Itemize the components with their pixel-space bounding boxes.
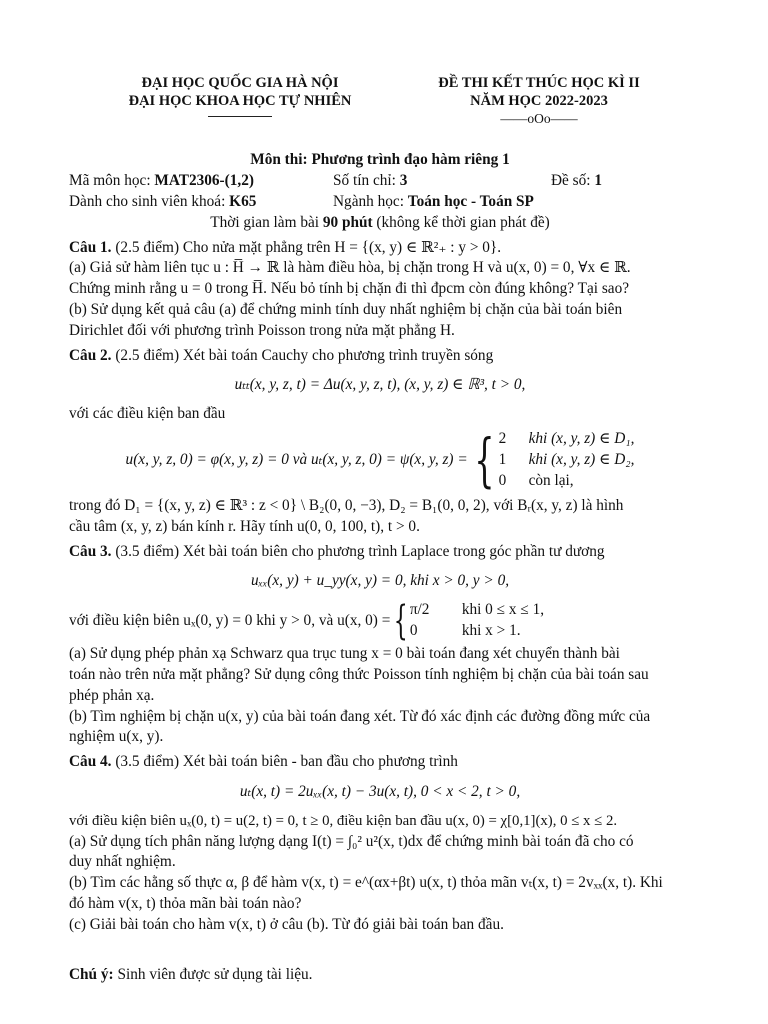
cohort-field xyxy=(69,192,256,213)
case-condition: khi x > 1. xyxy=(461,622,521,640)
exam-body xyxy=(69,150,691,936)
question-2-intro xyxy=(69,346,691,367)
note-text: Sinh viên được sử dụng tài liệu. xyxy=(117,966,313,983)
question-4-statement: (3.5 điểm) Xét bài toán biên - ban đầu cho phương trình xyxy=(115,753,458,771)
exam-note xyxy=(69,966,313,984)
course-code-field xyxy=(69,171,254,192)
question-1-intro xyxy=(69,238,691,259)
piecewise-cases xyxy=(499,429,635,492)
question-2-tail-line2: cầu tâm (x, y, z) bán kính r. Hãy tính u(0, 0, 100, t), t > 0. xyxy=(69,517,420,535)
exam-number-label: Đề số: xyxy=(551,171,591,189)
question-2-conditions-intro: với các điều kiện ban đầu xyxy=(69,405,226,423)
credits-value: 3 xyxy=(399,171,408,189)
credits-field xyxy=(333,171,407,192)
case-row xyxy=(410,600,544,621)
course-code-label: Mã môn học: xyxy=(69,171,151,189)
question-4-intro xyxy=(69,752,691,773)
question-3 xyxy=(69,542,691,749)
case-row xyxy=(410,621,544,642)
question-4-label: Câu 4. xyxy=(69,753,112,771)
cases-brace: { xyxy=(394,598,409,645)
question-1-part-b-line1: (b) Sử dụng kết quả câu (a) để chứng minh tính duy nhất nghiệm bị chặn của bài toán biên xyxy=(69,300,623,318)
cohort-info-row xyxy=(69,192,691,213)
question-3-label: Câu 3. xyxy=(69,542,112,560)
question-3-part-b-line1: (b) Tìm nghiệm bị chặn u(x, y) của bài toán đang xét. Từ đó xác định các đường đồng mức của xyxy=(69,707,651,725)
course-code-value: MAT2306-(1,2) xyxy=(154,171,254,189)
question-3-part-a-line2: toán nào trên nửa mặt phẳng? Sử dụng công thức Poisson tính nghiệm bị chặn của bài toán sau xyxy=(69,665,649,683)
question-1-label: Câu 1. xyxy=(69,238,112,256)
question-3-part-b-line2: nghiệm u(x, y). xyxy=(69,728,164,746)
piecewise-cases xyxy=(410,600,544,642)
question-4-part-c-line1: (c) Giải bài toán cho hàm v(x, t) ở câu (b). Từ đó giải bài toán ban đầu. xyxy=(69,915,504,933)
question-2-tail-line1: trong đó D₁ = {(x, y, z) ∈ ℝ³ : z < 0} \ B₂(0, 0, −3), D₂ = B₁(0, 0, 2), với Bᵣ(x, y, z) là hình xyxy=(69,496,624,514)
credits-label: Số tín chỉ: xyxy=(333,171,396,189)
case-condition: khi (x, y, z) ∈ D₂, xyxy=(528,450,635,468)
question-4-part-b-line1: (b) Tìm các hằng số thực α, β để hàm v(x, t) = e^(αx+βt) u(x, t) thỏa mãn vₜ(x, t) = 2vₓₓ(x, t). Khi xyxy=(69,874,663,892)
case-row xyxy=(499,450,635,471)
initial-conditions-formula xyxy=(125,426,635,495)
case-condition: còn lại, xyxy=(528,471,574,489)
time-suffix: (không kể thời gian phát đề) xyxy=(376,213,550,231)
header-ornament: ——oOo—— xyxy=(500,111,578,126)
exam-number-field xyxy=(551,171,602,192)
boundary-conditions-formula xyxy=(69,598,545,645)
case-row xyxy=(499,429,635,450)
case-condition: khi (x, y, z) ∈ D₁, xyxy=(528,429,635,447)
case-row xyxy=(499,471,635,492)
time-value: 90 phút xyxy=(322,213,373,231)
cohort-label: Dành cho sinh viên khoá: xyxy=(69,192,226,210)
question-2-label: Câu 2. xyxy=(69,346,112,364)
header-divider xyxy=(208,116,272,117)
note-label: Chú ý: xyxy=(69,966,114,983)
case-value: 0 xyxy=(409,622,418,640)
wave-equation: uₜₜ(x, y, z, t) = Δu(x, y, z, t), (x, y, z) ∈ ℝ³, t > 0, xyxy=(234,376,526,394)
cases-brace: { xyxy=(473,426,495,495)
question-1 xyxy=(69,238,691,342)
time-prefix: Thời gian làm bài xyxy=(210,213,320,231)
major-value: Toán học - Toán SP xyxy=(407,192,534,210)
question-4-part-b-line2: đó hàm v(x, t) thỏa mãn bài toán nào? xyxy=(69,894,302,912)
question-2 xyxy=(69,346,691,538)
question-2-statement: (2.5 điểm) Xét bài toán Cauchy cho phương trình truyền sóng xyxy=(115,346,494,364)
question-3-part-a-line1: (a) Sử dụng phép phản xạ Schwarz qua trục tung x = 0 bài toán đang xét chuyển thành bài xyxy=(69,645,620,663)
question-1-part-b-line2: Dirichlet đối với phương trình Poisson trong nửa mặt phẳng H. xyxy=(69,321,455,339)
initial-conditions-left: u(x, y, z, 0) = φ(x, y, z) = 0 và uₜ(x, y, z, 0) = ψ(x, y, z) = xyxy=(125,451,468,469)
time-limit xyxy=(69,213,691,234)
case-value: 1 xyxy=(498,450,507,468)
major-label: Ngành học: xyxy=(333,192,404,210)
question-1-statement: (2.5 điểm) Cho nửa mặt phẳng trên H = {(x, y) ∈ ℝ²₊ : y > 0}. xyxy=(115,238,502,256)
course-info-row xyxy=(69,171,691,192)
exam-number-value: 1 xyxy=(594,171,602,189)
university-name: ĐẠI HỌC QUỐC GIA HÀ NỘI xyxy=(141,75,339,91)
exam-header xyxy=(0,74,768,130)
question-1-part-a-line1: (a) Giả sử hàm liên tục u : H̅ → ℝ là hàm điều hòa, bị chặn trong H và u(x, 0) = 0, ∀x ∈ ℝ. xyxy=(69,259,631,277)
initial-conditions xyxy=(69,426,691,495)
cohort-value: K65 xyxy=(229,192,257,210)
question-4-part-a-line1: (a) Sử dụng tích phân năng lượng dạng I(t) = ∫₀² u²(x, t)dx để chứng minh bài toán đã cho có xyxy=(69,832,634,850)
exam-title: ĐỀ THI KẾT THÚC HỌC KÌ II xyxy=(438,75,640,91)
question-3-intro xyxy=(69,542,691,563)
question-4-part-a-line2: duy nhất nghiệm. xyxy=(69,853,176,871)
question-3-part-a-line3: phép phản xạ. xyxy=(69,686,155,704)
case-value: 0 xyxy=(498,471,507,489)
question-4 xyxy=(69,752,691,935)
question-3-statement: (3.5 điểm) Xét bài toán biên cho phương trình Laplace trong góc phần tư dương xyxy=(115,542,605,560)
exam-title-block xyxy=(395,74,683,128)
major-field xyxy=(333,192,534,213)
question-4-boundary: với điều kiện biên uₓ(0, t) = u(2, t) = 0, t ≥ 0, điều kiện ban đầu u(x, 0) = χ[0,1](x), 0 ≤ x ≤ 2. xyxy=(69,812,618,829)
university-block xyxy=(90,74,390,117)
subject-title: Môn thi: Phương trình đạo hàm riêng 1 xyxy=(250,151,510,168)
case-value: π/2 xyxy=(409,601,430,619)
academic-year: NĂM HỌC 2022-2023 xyxy=(470,93,608,109)
boundary-conditions xyxy=(69,598,691,645)
faculty-name: ĐẠI HỌC KHOA HỌC TỰ NHIÊN xyxy=(128,93,352,109)
case-value: 2 xyxy=(498,429,507,447)
laplace-equation: uₓₓ(x, y) + u_yy(x, y) = 0, khi x > 0, y > 0, xyxy=(250,572,510,590)
case-condition: khi 0 ≤ x ≤ 1, xyxy=(461,601,545,619)
heat-equation: uₜ(x, t) = 2uₓₓ(x, t) − 3u(x, t), 0 < x < 2, t > 0, xyxy=(239,782,521,800)
question-1-part-a-line2: Chứng minh rằng u = 0 trong H̅. Nếu bỏ tính bị chặn đi thì đpcm còn đúng không? Tại sao? xyxy=(69,280,630,298)
boundary-conditions-left: với điều kiện biên uₓ(0, y) = 0 khi y > 0, và u(x, 0) = xyxy=(69,611,391,629)
